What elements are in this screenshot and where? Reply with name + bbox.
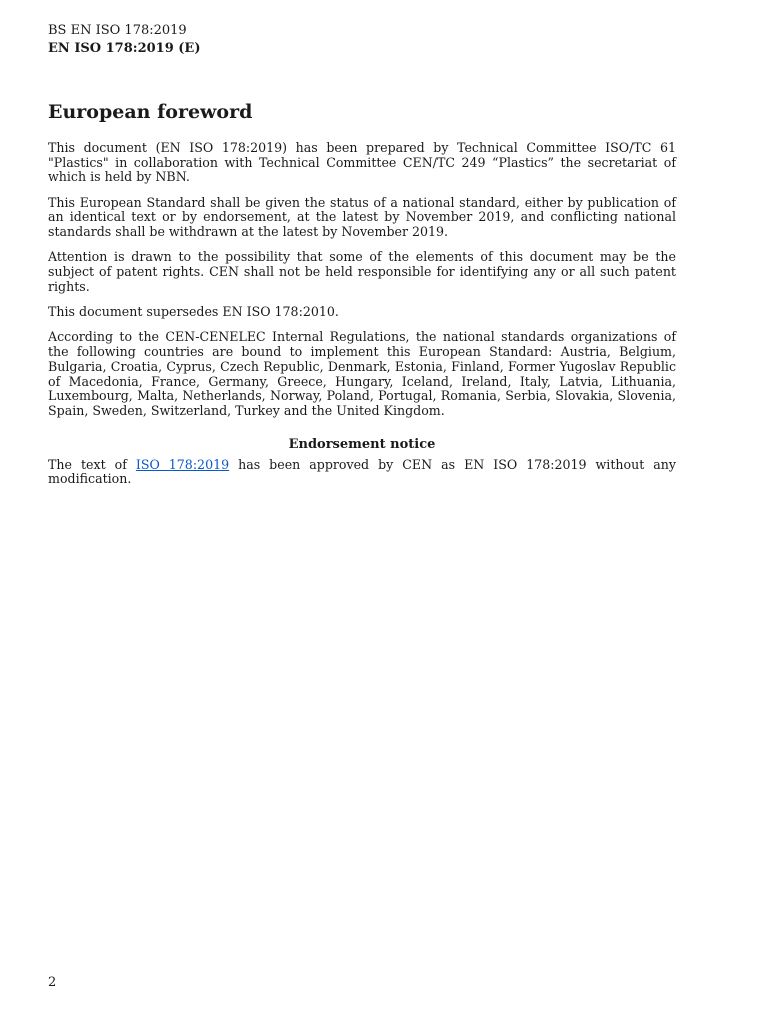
- foreword-paragraph-status: This European Standard shall be given the status of a national standard, either by publication of an identical text or by endorsement, at the latest by November 2019, and conflicting national standards shall be withdrawn at the latest by November 2019.: [48, 194, 676, 240]
- foreword-paragraph-countries: According to the CEN-CENELEC Internal Regulations, the national standards organizations of the following countries are bound to implement this European Standard: Austria, Belgium, Bulgaria, Croatia, Cyprus, Czech Republic, Denmark, Estonia, Finland, Former Yugoslav Republic of Macedonia, France, Germany, Greece, Hungary, Iceland, Ireland, Italy, Latvia, Lithuania, Luxembourg, Malta, Netherlands, Norway, Poland, Portugal, Romania, Serbia, Slovakia, Slovenia, Spain, Sweden, Switzerland, Turkey and the United Kingdom.: [48, 329, 676, 418]
- foreword-paragraph-supersedes: This document supersedes EN ISO 178:2010.: [48, 304, 339, 320]
- page-number: 2: [48, 975, 57, 990]
- foreword-paragraph-patent: Attention is drawn to the possibility that some of the elements of this document may be the subject of patent rights. CEN shall not be held responsible for identifying any or all such patent rights.: [48, 249, 676, 294]
- endorsement-text: [48, 458, 676, 487]
- endorsement-text-before: The text of: [48, 456, 136, 472]
- iso-standard-link[interactable]: ISO 178:2019: [135, 456, 230, 472]
- foreword-paragraph-preparation: This document (EN ISO 178:2019) has been prepared by Technical Committee ISO/TC 61 "Plastics" in collaboration with Technical Committee CEN/TC 249 “Plastics” the secretariat of which is held by NBN.: [48, 140, 676, 185]
- standard-designation: BS EN ISO 178:2019: [48, 23, 187, 38]
- document-page: [48, 22, 676, 487]
- foreword-body: [48, 141, 676, 498]
- endorsement-text-after: has been approved by CEN as EN ISO 178:2019 without any modification.: [48, 456, 676, 487]
- page-title: European foreword: [48, 101, 253, 123]
- endorsement-heading: Endorsement notice: [288, 436, 436, 452]
- standard-designation-english: EN ISO 178:2019 (E): [48, 41, 201, 56]
